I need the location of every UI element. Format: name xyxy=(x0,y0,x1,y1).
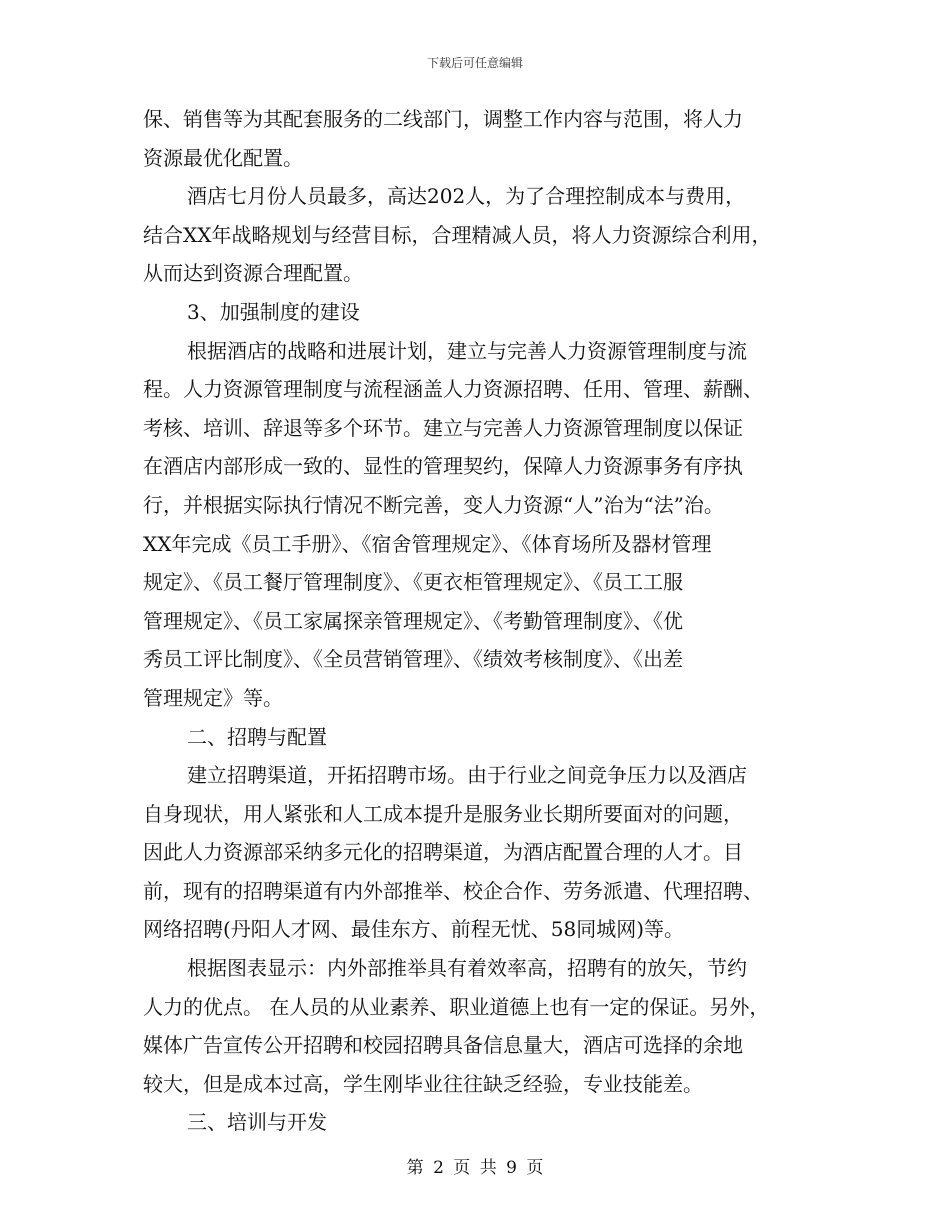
body-line: 网络招聘(丹阳人才网、最佳东方、前程无忧、58同城网)等。 xyxy=(143,917,685,942)
body-line: 管理规定》、《员工家属探亲管理规定》、《考勤管理制度》、《优 xyxy=(143,608,683,633)
body-line: 程。人力资源管理制度与流程涵盖人力资源招聘、任用、管理、薪酬、 xyxy=(143,377,763,402)
body-line: 前，现有的招聘渠道有内外部推举、校企合作、劳务派遣、代理招聘、 xyxy=(143,878,763,903)
section-heading: 三、培训与开发 xyxy=(187,1110,327,1135)
body-line: 秀员工评比制度》、《全员营销管理》、《绩效考核制度》、《出差 xyxy=(143,647,683,672)
body-line: 从而达到资源合理配置。 xyxy=(143,261,363,286)
body-line: 因此人力资源部采纳多元化的招聘渠道，为酒店配置合理的人才。目 xyxy=(143,840,743,865)
body-line: 保、销售等为其配套服务的二线部门，调整工作内容与范围，将人力 xyxy=(143,107,743,131)
document-body xyxy=(143,100,813,1142)
body-line: 人力的优点。 在人员的从业素养、职业道德上也有一定的保证。另外， xyxy=(143,994,770,1019)
body-line: 媒体广告宣传公开招聘和校园招聘具备信息量大，酒店可选择的余地 xyxy=(143,1033,743,1058)
body-line: 根据酒店的战略和进展计划，建立与完善人力资源管理制度与流 xyxy=(187,338,747,363)
body-line: 在酒店内部形成一致的、显性的管理契约，保障人力资源事务有序执 xyxy=(143,454,743,479)
body-line: 资源最优化配置。 xyxy=(143,145,303,170)
section-heading: 3、加强制度的建设 xyxy=(187,299,360,324)
body-line: 结合XX年战略规划与经营目标，合理精减人员，将人力资源综合利用， xyxy=(143,222,772,247)
body-line: 根据图表显示：内外部推举具有着效率高，招聘有的放矢，节约 xyxy=(187,956,747,981)
body-line: 考核、培训、辞退等多个环节。建立与完善人力资源管理制度以保证 xyxy=(143,415,743,440)
body-line: 规定》、《员工餐厅管理制度》、《更衣柜管理规定》、《员工工服 xyxy=(143,570,683,595)
body-line: 较大，但是成本过高，学生刚毕业往往缺乏经验，专业技能差。 xyxy=(143,1071,703,1096)
page-header: 下载后可任意编辑 xyxy=(426,56,523,70)
body-line: 酒店七月份人员最多，高达202人，为了合理控制成本与费用， xyxy=(187,184,746,209)
body-line: 行，并根据实际执行情况不断完善，变人力资源“人”治为“法”治。 xyxy=(143,492,724,517)
page-number: 第 2 页 共 9 页 xyxy=(406,1158,544,1178)
section-heading: 二、招聘与配置 xyxy=(187,724,327,749)
body-line: 建立招聘渠道，开拓招聘市场。由于行业之间竞争压力以及酒店 xyxy=(187,763,747,788)
body-line: 管理规定》等。 xyxy=(143,685,283,710)
body-line: XX年完成《员工手册》、《宿舍管理规定》、《体育场所及器材管理 xyxy=(143,531,712,556)
body-line: 自身现状，用人紧张和人工成本提升是服务业长期所要面对的问题， xyxy=(143,801,743,826)
